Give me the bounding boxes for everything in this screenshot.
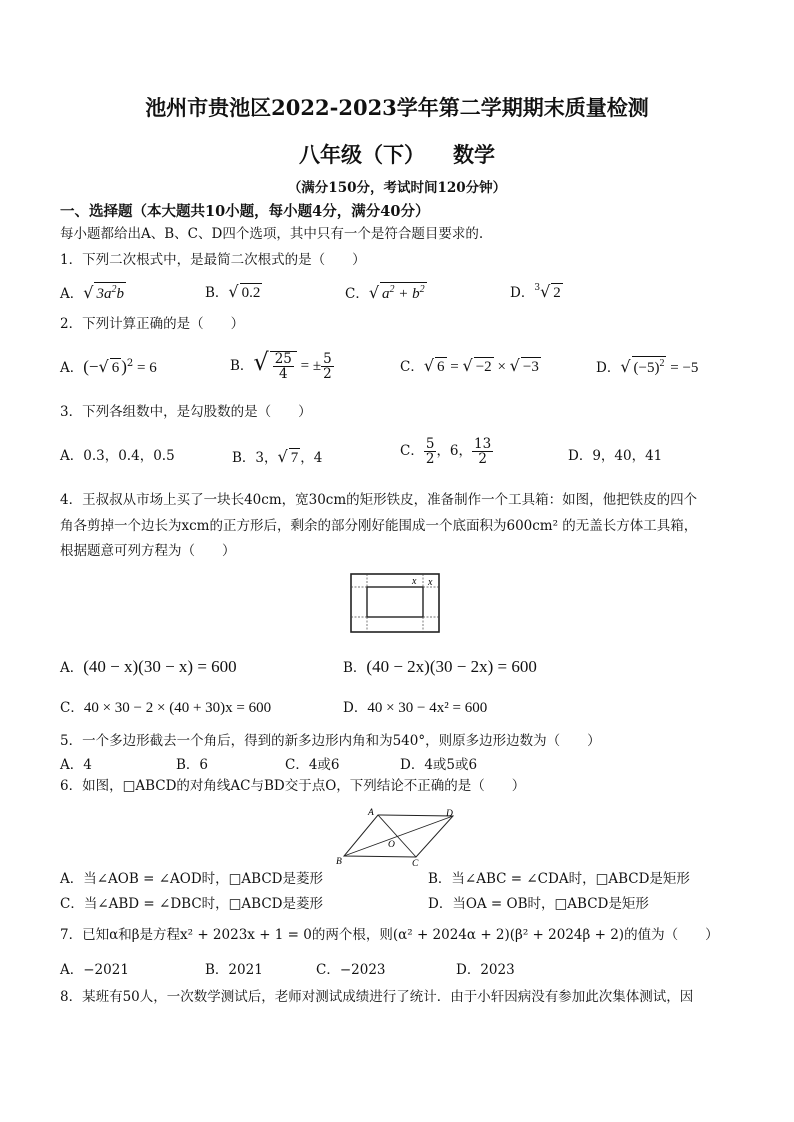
q7-option-d: D．2023	[456, 962, 515, 978]
exam-note: （满分150分，考试时间120分钟）	[287, 180, 507, 196]
point-b-label: B	[336, 857, 342, 867]
q4-line-1: 4．王叔叔从市场上买了一块长40cm，宽30cm的矩形铁皮，准备制作一个工具箱：如图，他把铁皮的四个	[60, 492, 698, 508]
q1-option-c: C．√ $a^2 + b^2$	[345, 282, 427, 305]
q6-option-c: C．当∠ABD = ∠DBC时，□ABCD是菱形	[60, 896, 323, 912]
label-x: x	[412, 576, 417, 587]
q3-option-d: D．9，40，41	[568, 448, 663, 464]
q4-line-2: 角各剪掉一个边长为xcm的正方形后，剩余的部分刚好能围成一个底面积为600cm² 的无盖长方体工具箱，	[60, 518, 698, 534]
q1-stem: 1．下列二次根式中，是最简二次根式的是（ ）	[60, 252, 366, 268]
q4-figure	[348, 570, 444, 636]
point-c-label: C	[412, 859, 419, 868]
section-heading: 一、选择题（本大题共10小题，每小题4分，满分40分）	[60, 203, 430, 220]
q6-option-b: B．当∠ABC = ∠CDA时，□ABCD是矩形	[428, 871, 690, 887]
q3-option-c: C． $\frac{5}{2}$ ，6， $\frac{13}{2}$	[400, 436, 492, 468]
q1-option-d: D．$^3$√ 2	[510, 282, 563, 304]
point-o-label: O	[388, 840, 395, 850]
sheet-outline	[351, 574, 439, 632]
q2-option-a: A．(−√ 6 )$^2$ = 6	[60, 356, 157, 379]
q4-line-3: 根据题意可列方程为（ ）	[60, 543, 236, 559]
q7-option-c: C．−2023	[316, 962, 386, 978]
q7-stem: 7．已知α和β是方程x² + 2023x + 1 = 0的两个根，则(α² + 2024α + 2)(β² + 2024β + 2)的值为（ ）	[60, 927, 719, 943]
q5-option-c: C．4或6	[285, 757, 340, 773]
q2-stem: 2．下列计算正确的是（ ）	[60, 316, 245, 332]
q7-option-a: A．−2021	[60, 962, 129, 978]
q3-stem: 3．下列各组数中，是勾股数的是（ ）	[60, 404, 312, 420]
q4-option-a: A．(40 − x)(30 − x) = 600	[60, 657, 237, 676]
grade-label: 八年级（下）	[299, 142, 425, 167]
q2-option-c: C．√ 6 = √ −2 × √ −3	[400, 356, 541, 378]
q3-option-b: B．3，√ 7 ，4	[232, 447, 322, 469]
subject-label: 数学	[453, 142, 495, 167]
q2-option-d: D．√ $(-5)^2 = -5$	[596, 356, 698, 379]
q3-option-a: A．0.3，0.4，0.5	[60, 448, 175, 464]
q7-option-b: B．2021	[205, 962, 263, 978]
q5-option-d: D．4或5或6	[400, 757, 478, 773]
label-x: x	[428, 577, 433, 588]
q5-option-b: B．6	[176, 757, 209, 773]
q6-option-a: A．当∠AOB = ∠AOD时，□ABCD是菱形	[60, 871, 323, 887]
q5-stem: 5．一个多边形截去一个角后，得到的新多边形内角和为540°，则原多边形边数为（ ）	[60, 733, 601, 749]
q6-option-d: D．当OA = OB时，□ABCD是矩形	[428, 896, 649, 912]
q4-option-b: B．(40 − 2x)(30 − 2x) = 600	[343, 657, 537, 676]
q1-option-b: B．√ 0.2	[205, 282, 262, 304]
point-a-label: A	[368, 808, 374, 818]
box-base	[367, 587, 423, 617]
diagonal-ac	[378, 815, 416, 857]
exam-title: 池州市贵池区2022-2023学年第二学期期末质量检测	[145, 95, 649, 120]
section-instruction: 每小题都给出A、B、C、D四个选项，其中只有一个是符合题目要求的.	[60, 226, 484, 242]
q4-option-c: C．40 × 30 − 2 × (40 + 30)x = 600	[60, 700, 272, 716]
grade-subject-line	[0, 139, 794, 169]
point-d-label: D	[446, 809, 453, 819]
q4-option-d: D．40 × 30 − 4x² = 600	[343, 700, 488, 716]
q6-figure	[330, 806, 460, 868]
q2-option-b: B．√ $\frac{25}{4}$ = ± $\frac{5}{2}$	[230, 348, 332, 382]
q1-option-a: A．√ $3a^2b$	[60, 282, 126, 305]
q5-option-a: A．4	[60, 757, 92, 773]
q8-stem: 8．某班有50人，一次数学测试后，老师对测试成绩进行了统计．由于小轩因病没有参加此次集体测试，因	[60, 989, 694, 1005]
q6-stem: 6．如图，□ABCD的对角线AC与BD交于点O，下列结论不正确的是（ ）	[60, 778, 526, 794]
